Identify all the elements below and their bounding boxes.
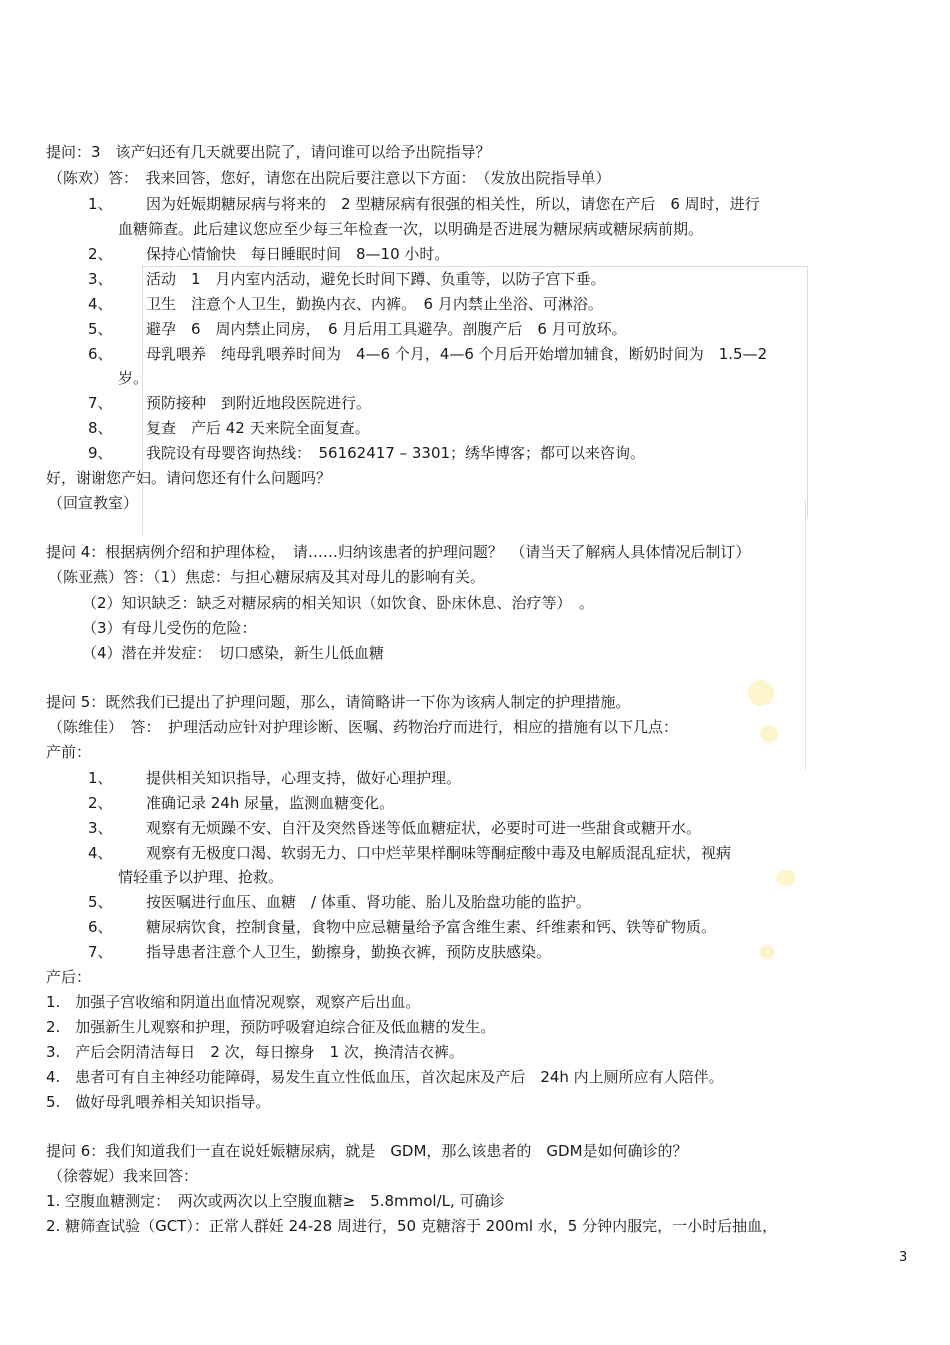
q6-answer-intro: （徐蓉妮）我来回答： <box>48 1167 199 1185</box>
list-item: 4、 观察有无极度口渴、软弱无力、口中烂苹果样酮味等酮症酸中毒及电解质混乱症状，视病 <box>88 844 732 862</box>
q4-answer-intro: （陈亚燕）答：（1）焦虑：与担心糖尿病及其对母儿的影响有关。 <box>48 568 486 586</box>
list-item: 7、 预防接种 到附近地段医院进行。 <box>88 394 372 412</box>
list-item: （4）潜在并发症： 切口感染，新生儿低血糖 <box>82 644 385 662</box>
q5-answer-intro: （陈维佳） 答： 护理活动应针对护理诊断、医嘱、药物治疗而进行，相应的措施有以下几点： <box>48 718 679 736</box>
page-number: 3 <box>899 1250 908 1265</box>
list-item: 1、 提供相关知识指导，心理支持，做好心理护理。 <box>88 769 462 787</box>
faint-frame-edge <box>142 516 143 536</box>
list-item: （3）有母儿受伤的危险： <box>82 619 257 637</box>
list-item: 5. 做好母乳喂养相关知识指导。 <box>46 1093 271 1111</box>
list-item: 8、 复查 产后 42 天来院全面复查。 <box>88 419 370 437</box>
list-item: 2、 准确记录 24h 尿量，监测血糖变化。 <box>88 794 395 812</box>
list-item: 3、 观察有无烦躁不安、自汗及突然昏迷等低血糖症状，必要时可进一些甜食或糖开水。 <box>88 819 702 837</box>
list-item: 4、 卫生 注意个人卫生，勤换内衣、内裤。 6 月内禁止坐浴、可淋浴。 <box>88 295 603 313</box>
q4-title: 提问 4：根据病例介绍和护理体检， 请……归纳该患者的护理问题？ （请当天了解病人具体情况后制订） <box>46 543 751 561</box>
q3-back: （回宣教室） <box>48 494 139 512</box>
q6-title: 提问 6：我们知道我们一直在说妊娠糖尿病，就是 GDM，那么该患者的 GDM是如何确诊的？ <box>46 1142 688 1160</box>
antepartum-label: 产前： <box>46 743 92 761</box>
list-item: 6、 糖尿病饮食，控制食量，食物中应忌糖量给予富含维生素、纤维素和钙、铁等矿物质。 <box>88 918 717 936</box>
list-item: 2、 保持心情愉快 每日睡眠时间 8—10 小时。 <box>88 245 450 263</box>
list-item: 1. 加强子宫收缩和阴道出血情况观察，观察产后出血。 <box>46 993 421 1011</box>
list-item: 7、 指导患者注意个人卫生，勤擦身，勤换衣裤，预防皮肤感染。 <box>88 943 552 961</box>
q3-answer-intro: （陈欢）答： 我来回答，您好，请您在出院后要注意以下方面： （发放出院指导单） <box>48 169 611 187</box>
list-item: （2）知识缺乏：缺乏对糖尿病的相关知识（如饮食、卧床休息、治疗等） 。 <box>82 594 595 612</box>
list-item: 1. 空腹血糖测定： 两次或两次以上空腹血糖≥ 5.8mmol/L, 可确诊 <box>46 1192 505 1210</box>
list-item-continuation: 情轻重予以护理、抢救。 <box>118 868 284 886</box>
list-item: 2. 糖筛查试验（GCT）：正常人群妊 24-28 周进行，50 克糖溶于 200ml 水，5 分钟内服完，一小时后抽血， <box>46 1217 778 1235</box>
list-item: 3、 活动 1 月内室内活动，避免长时间下蹲、负重等，以防子宫下垂。 <box>88 270 606 288</box>
list-item-continuation: 岁。 <box>118 369 149 387</box>
list-item: 6、 母乳喂养 纯母乳喂养时间为 4—6 个月，4—6 个月后开始增加辅食，断奶时间为 1.5—2 <box>88 345 768 363</box>
list-item: 1、 因为妊娠期糖尿病与将来的 2 型糖尿病有很强的相关性，所以，请您在产后 6 周时，进行 <box>88 195 760 213</box>
postpartum-label: 产后： <box>46 968 92 986</box>
list-item-continuation: 血糖筛查。此后建议您应至少每三年检查一次，以明确是否进展为糖尿病或糖尿病前期。 <box>118 220 704 238</box>
q3-title: 提问：3 该产妇还有几天就要出院了，请问谁可以给予出院指导？ <box>46 143 491 161</box>
list-item: 5、 避孕 6 周内禁止同房， 6 月后用工具避孕。剖腹产后 6 月可放环。 <box>88 320 627 338</box>
list-item: 5、 按医嘱进行血压、血糖 / 体重、肾功能、胎儿及胎盘功能的监护。 <box>88 893 591 911</box>
q3-closing: 好，谢谢您产妇。请问您还有什么问题吗？ <box>46 469 332 487</box>
list-item: 4. 患者可有自主神经功能障碍，易发生直立性低血压，首次起床及产后 24h 内上厕所应有人陪伴。 <box>46 1068 724 1086</box>
list-item: 2. 加强新生儿观察和护理，预防呼吸窘迫综合征及低血糖的发生。 <box>46 1018 496 1036</box>
list-item: 9、 我院设有母婴咨询热线： 56162417 – 3301；绣华博客；都可以来咨询。 <box>88 444 646 462</box>
q5-title: 提问 5：既然我们已提出了护理问题，那么，请简略讲一下你为该病人制定的护理措施。 <box>46 693 631 711</box>
list-item: 3. 产后会阴清洁每日 2 次，每日擦身 1 次，换清洁衣裤。 <box>46 1043 464 1061</box>
